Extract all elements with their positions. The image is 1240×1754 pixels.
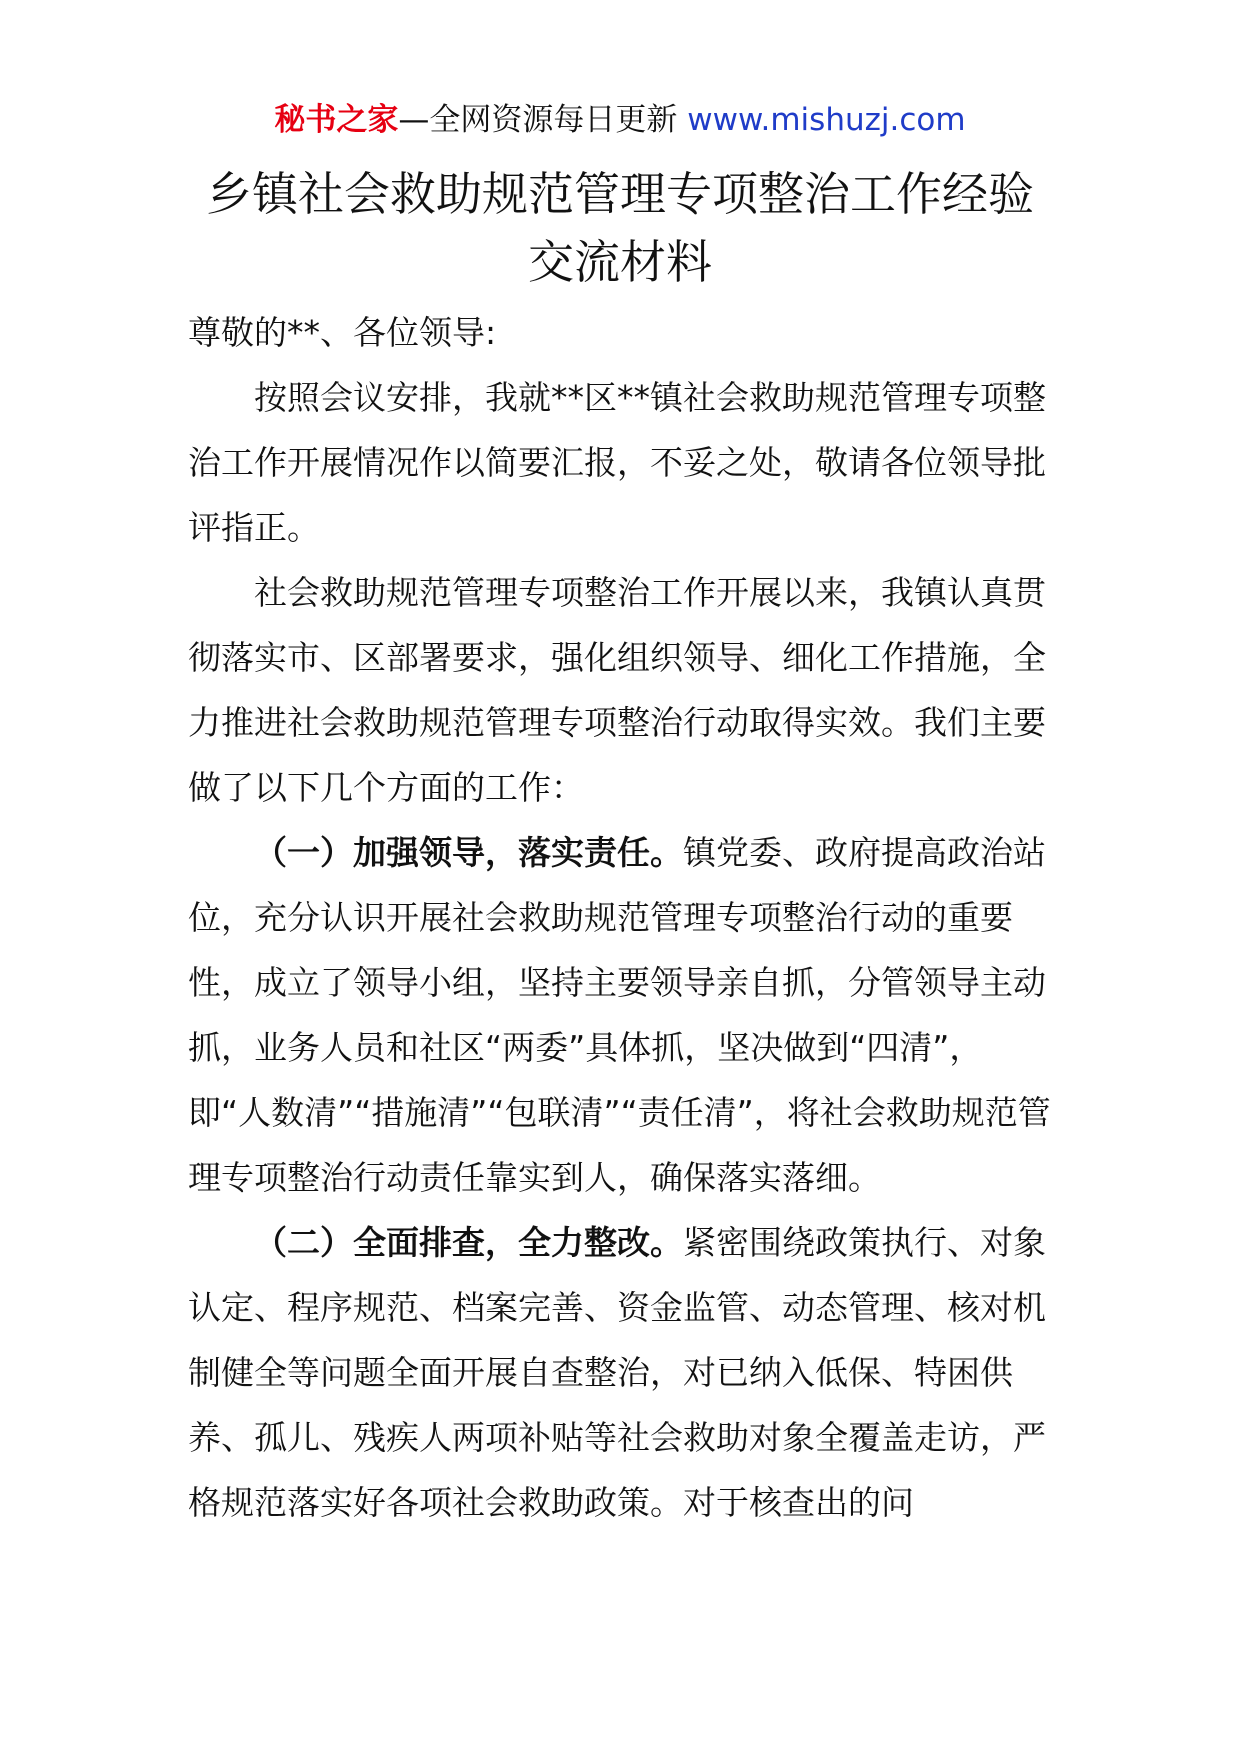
document-title <box>0 160 1240 296</box>
site-tagline: —全网资源每日更新 <box>398 102 678 138</box>
site-url-link[interactable]: www.mishuzj.com <box>687 102 966 138</box>
paragraph-section-1 <box>188 820 1056 1210</box>
paragraph-intro: 按照会议安排，我就**区**镇社会救助规范管理专项整治工作开展情况作以简要汇报，不妥之处，敬请各位领导批评指正。 <box>188 378 1046 547</box>
site-brand: 秘书之家 <box>274 102 399 138</box>
title-line-1: 乡镇社会救助规范管理专项整治工作经验 <box>206 167 1034 221</box>
section-2-heading: （二）全面排查，全力整改。 <box>254 1223 683 1262</box>
document-body <box>188 300 1056 1535</box>
salutation: 尊敬的**、各位领导: <box>188 313 497 352</box>
section-1-heading: （一）加强领导，落实责任。 <box>254 833 683 872</box>
section-2-text: 紧密围绕政策执行、对象认定、程序规范、档案完善、资金监管、动态管理、核对机制健全等问题全面开展自查整治，对已纳入低保、特困供养、孤儿、残疾人两项补贴等社会救助对象全覆盖走访，严格规范落实好各项社会救助政策。对于核查出的问 <box>188 1223 1046 1522</box>
paragraph-overview: 社会救助规范管理专项整治工作开展以来，我镇认真贯彻落实市、区部署要求，强化组织领导、细化工作措施，全力推进社会救助规范管理专项整治行动取得实效。我们主要做了以下几个方面的工作： <box>188 573 1046 807</box>
title-line-2: 交流材料 <box>528 235 712 289</box>
site-header <box>0 100 1240 140</box>
section-1-text: 镇党委、政府提高政治站位，充分认识开展社会救助规范管理专项整治行动的重要性，成立了领导小组，坚持主要领导亲自抓，分管领导主动抓，业务人员和社区“两委”具体抓，坚决做到“四清”，即“人数清”“措施清”“包联清”“责任清”，将社会救助规范管理专项整治行动责任靠实到人，确保落实落细。 <box>188 833 1051 1197</box>
paragraph-section-2 <box>188 1210 1056 1535</box>
